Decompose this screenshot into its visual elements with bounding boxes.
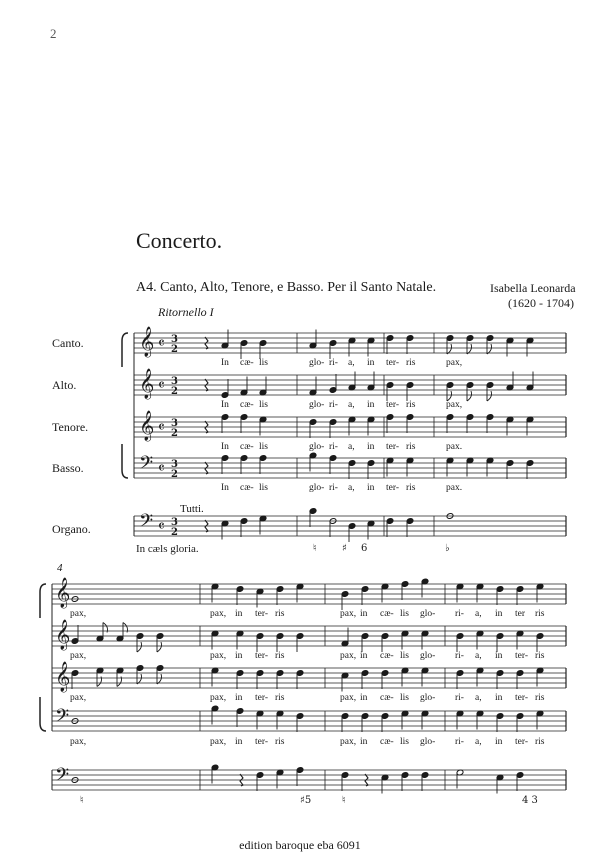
lyric-syllable: pax,: [70, 609, 87, 619]
lyric-syllable: cæ-: [380, 737, 394, 747]
lyric-syllable: ter-: [255, 737, 268, 747]
lyric-syllable: in: [360, 737, 368, 747]
treble-clef: 𝄞: [139, 411, 155, 441]
lyric-syllable: a,: [348, 442, 355, 452]
lyric-syllable: ri-: [329, 358, 338, 368]
lyric-syllable: ris: [535, 651, 545, 661]
bass-clef: 𝄢: [139, 511, 154, 536]
lyric-syllable: in: [235, 737, 243, 747]
lyric-syllable: ris: [535, 609, 545, 619]
composer-dates: (1620 - 1704): [508, 296, 574, 310]
lyric-syllable: lis: [259, 400, 268, 410]
lyric-syllable: ri-: [329, 400, 338, 410]
lyric-syllable: in: [360, 609, 368, 619]
lyric-syllable: lis: [259, 358, 268, 368]
note-flag: [157, 642, 162, 652]
lyric-syllable: cæ-: [380, 651, 394, 661]
lyric-syllable: a,: [348, 400, 355, 410]
lyric-syllable: in: [367, 442, 375, 452]
lyric-syllable: in: [367, 358, 375, 368]
lyric-syllable: pax,: [340, 609, 357, 619]
lyric-syllable: pax,: [340, 651, 357, 661]
lyric-syllable: ter-: [386, 358, 399, 368]
lyric-syllable: in: [495, 737, 503, 747]
note-flag: [467, 344, 472, 354]
lyric-syllable: glo-: [420, 609, 436, 619]
lyric-syllable: in: [360, 651, 368, 661]
lyric-syllable: ter-: [515, 737, 528, 747]
lyric-syllable: ter-: [255, 693, 268, 703]
lyric-syllable: ris: [406, 400, 416, 410]
figured-bass: ♯: [342, 543, 347, 554]
lyric-syllable: in: [495, 693, 503, 703]
voice-label-basso: Basso.: [52, 461, 84, 475]
lyric-syllable: ter-: [386, 483, 399, 493]
time-sig-den: 2: [171, 344, 178, 355]
lyric-syllable: lis: [400, 737, 409, 747]
time-sig-num: 3: [171, 517, 178, 528]
lyric-syllable: cæ-: [240, 442, 254, 452]
lyric-syllable: ris: [406, 442, 416, 452]
lyric-syllable: ri-: [455, 609, 464, 619]
figured-bass: 4 3: [522, 795, 538, 806]
scoring-line: A4. Canto, Alto, Tenore, e Basso. Per il Santo Natale.: [136, 280, 437, 295]
lyric-syllable: pax.: [446, 483, 463, 493]
bass-clef: 𝄢: [55, 765, 70, 790]
note-flag: [137, 674, 142, 684]
lyric-syllable: In: [221, 400, 229, 410]
lyric-syllable: ri-: [329, 483, 338, 493]
lyric-syllable: pax,: [70, 651, 87, 661]
lyric-syllable: pax,: [70, 737, 87, 747]
lyric-syllable: ter-: [386, 442, 399, 452]
lyric-syllable: ris: [535, 693, 545, 703]
lyric-syllable: pax,: [340, 693, 357, 703]
treble-clef: 𝄞: [55, 662, 71, 692]
lyric-syllable: a,: [475, 693, 482, 703]
treble-clef: 𝄞: [139, 327, 155, 357]
figured-bass: ♯5: [300, 795, 312, 806]
voice-label-organo: Organo.: [52, 522, 91, 536]
lyric-syllable: glo-: [420, 737, 436, 747]
figured-bass: ♮: [313, 543, 317, 554]
lyric-syllable: in: [495, 651, 503, 661]
lyric-syllable: pax,: [70, 693, 87, 703]
lyric-syllable: pax,: [210, 737, 227, 747]
measure-number: 4: [57, 562, 63, 574]
piece-title: Concerto.: [136, 228, 223, 253]
lyric-syllable: pax.: [446, 442, 463, 452]
lyric-syllable: pax,: [210, 693, 227, 703]
figured-bass: ♮: [342, 795, 346, 806]
lyric-syllable: a,: [475, 737, 482, 747]
lyric-syllable: glo-: [420, 651, 436, 661]
lyric-syllable: In: [221, 442, 229, 452]
lyric-syllable: glo-: [309, 358, 325, 368]
lyric-syllable: ris: [275, 609, 285, 619]
note-flag: [447, 344, 452, 354]
lyric-syllable: in: [367, 400, 375, 410]
treble-clef: 𝄞: [55, 620, 71, 650]
common-time-sign: 𝄴: [158, 334, 165, 352]
lyric-syllable: a,: [348, 358, 355, 368]
lyric-syllable: ter-: [386, 400, 399, 410]
lyric-syllable: ri-: [455, 693, 464, 703]
lyric-syllable: ter-: [255, 651, 268, 661]
time-sig-num: 3: [171, 418, 178, 429]
lyric-syllable: ris: [275, 737, 285, 747]
lyric-syllable: pax,: [210, 609, 227, 619]
lyric-syllable: a,: [475, 651, 482, 661]
lyric-syllable: pax,: [446, 358, 463, 368]
lyric-syllable: in: [367, 483, 375, 493]
system-bracket: [40, 584, 46, 731]
common-time-sign: 𝄴: [158, 459, 165, 477]
treble-clef: 𝄞: [55, 578, 71, 608]
lyric-syllable: a,: [348, 483, 355, 493]
lyric-syllable: cæ-: [240, 400, 254, 410]
figured-bass: 6: [361, 543, 368, 554]
lyric-syllable: ter-: [255, 609, 268, 619]
lyric-syllable: ter-: [515, 693, 528, 703]
lyric-syllable: in: [235, 651, 243, 661]
lyric-syllable: pax,: [446, 400, 463, 410]
treble-clef: 𝄞: [139, 369, 155, 399]
common-time-sign: 𝄴: [158, 517, 165, 535]
lyric-syllable: ri-: [329, 442, 338, 452]
system-bracket: [122, 333, 128, 478]
time-sig-den: 2: [171, 386, 178, 397]
note-flag: [157, 674, 162, 684]
lyric-syllable: glo-: [309, 400, 325, 410]
note-flag: [137, 642, 142, 652]
time-sig-num: 3: [171, 459, 178, 470]
lyric-syllable: in: [495, 609, 503, 619]
lyric-syllable: lis: [400, 609, 409, 619]
time-sig-den: 2: [171, 527, 178, 538]
note-flag: [487, 391, 492, 401]
common-time-sign: 𝄴: [158, 418, 165, 436]
lyric-syllable: ter-: [515, 651, 528, 661]
time-sig-den: 2: [171, 469, 178, 480]
voice-label-canto: Canto.: [52, 336, 84, 350]
composer-name: Isabella Leonarda: [490, 281, 576, 295]
lyric-syllable: in: [235, 609, 243, 619]
lyric-syllable: ris: [535, 737, 545, 747]
lyric-syllable: glo-: [309, 483, 325, 493]
lyric-syllable: ris: [275, 651, 285, 661]
lyric-syllable: glo-: [420, 693, 436, 703]
lyric-syllable: ri-: [455, 737, 464, 747]
note-flag: [467, 391, 472, 401]
time-sig-num: 3: [171, 334, 178, 345]
time-sig-num: 3: [171, 376, 178, 387]
time-sig-den: 2: [171, 428, 178, 439]
lyric-syllable: glo-: [309, 442, 325, 452]
lyric-syllable: ri-: [455, 651, 464, 661]
lyric-syllable: pax,: [340, 737, 357, 747]
voice-label-alto: Alto.: [52, 378, 77, 392]
lyric-syllable: in: [360, 693, 368, 703]
lyric-syllable: cæ-: [380, 693, 394, 703]
bass-clef: 𝄢: [139, 453, 154, 478]
tutti-label: Tutti.: [180, 503, 204, 515]
footer-edition: edition baroque eba 6091: [239, 838, 361, 852]
lyric-syllable: lis: [259, 442, 268, 452]
lyric-syllable: lis: [259, 483, 268, 493]
lyric-syllable: In: [221, 358, 229, 368]
lyric-syllable: lis: [400, 651, 409, 661]
lyric-syllable: ter: [515, 609, 526, 619]
lyric-syllable: in: [235, 693, 243, 703]
lyric-syllable: pax,: [210, 651, 227, 661]
lyric-syllable: ris: [406, 483, 416, 493]
lyric-syllable: cæ-: [380, 609, 394, 619]
page-number: 2: [50, 26, 57, 41]
organ-incipit: In cæls gloria.: [136, 543, 199, 555]
lyric-syllable: ris: [406, 358, 416, 368]
lyric-syllable: In: [221, 483, 229, 493]
lyric-syllable: cæ-: [240, 483, 254, 493]
bass-clef: 𝄢: [55, 706, 70, 731]
lyric-syllable: a,: [475, 609, 482, 619]
common-time-sign: 𝄴: [158, 376, 165, 394]
section-label: Ritornello I: [158, 305, 214, 319]
figured-bass: ♭: [445, 543, 450, 554]
figured-bass: ♮: [80, 795, 84, 806]
lyric-syllable: cæ-: [240, 358, 254, 368]
lyric-syllable: lis: [400, 693, 409, 703]
lyric-syllable: ris: [275, 693, 285, 703]
note-flag: [487, 344, 492, 354]
voice-label-tenore: Tenore.: [52, 420, 89, 434]
